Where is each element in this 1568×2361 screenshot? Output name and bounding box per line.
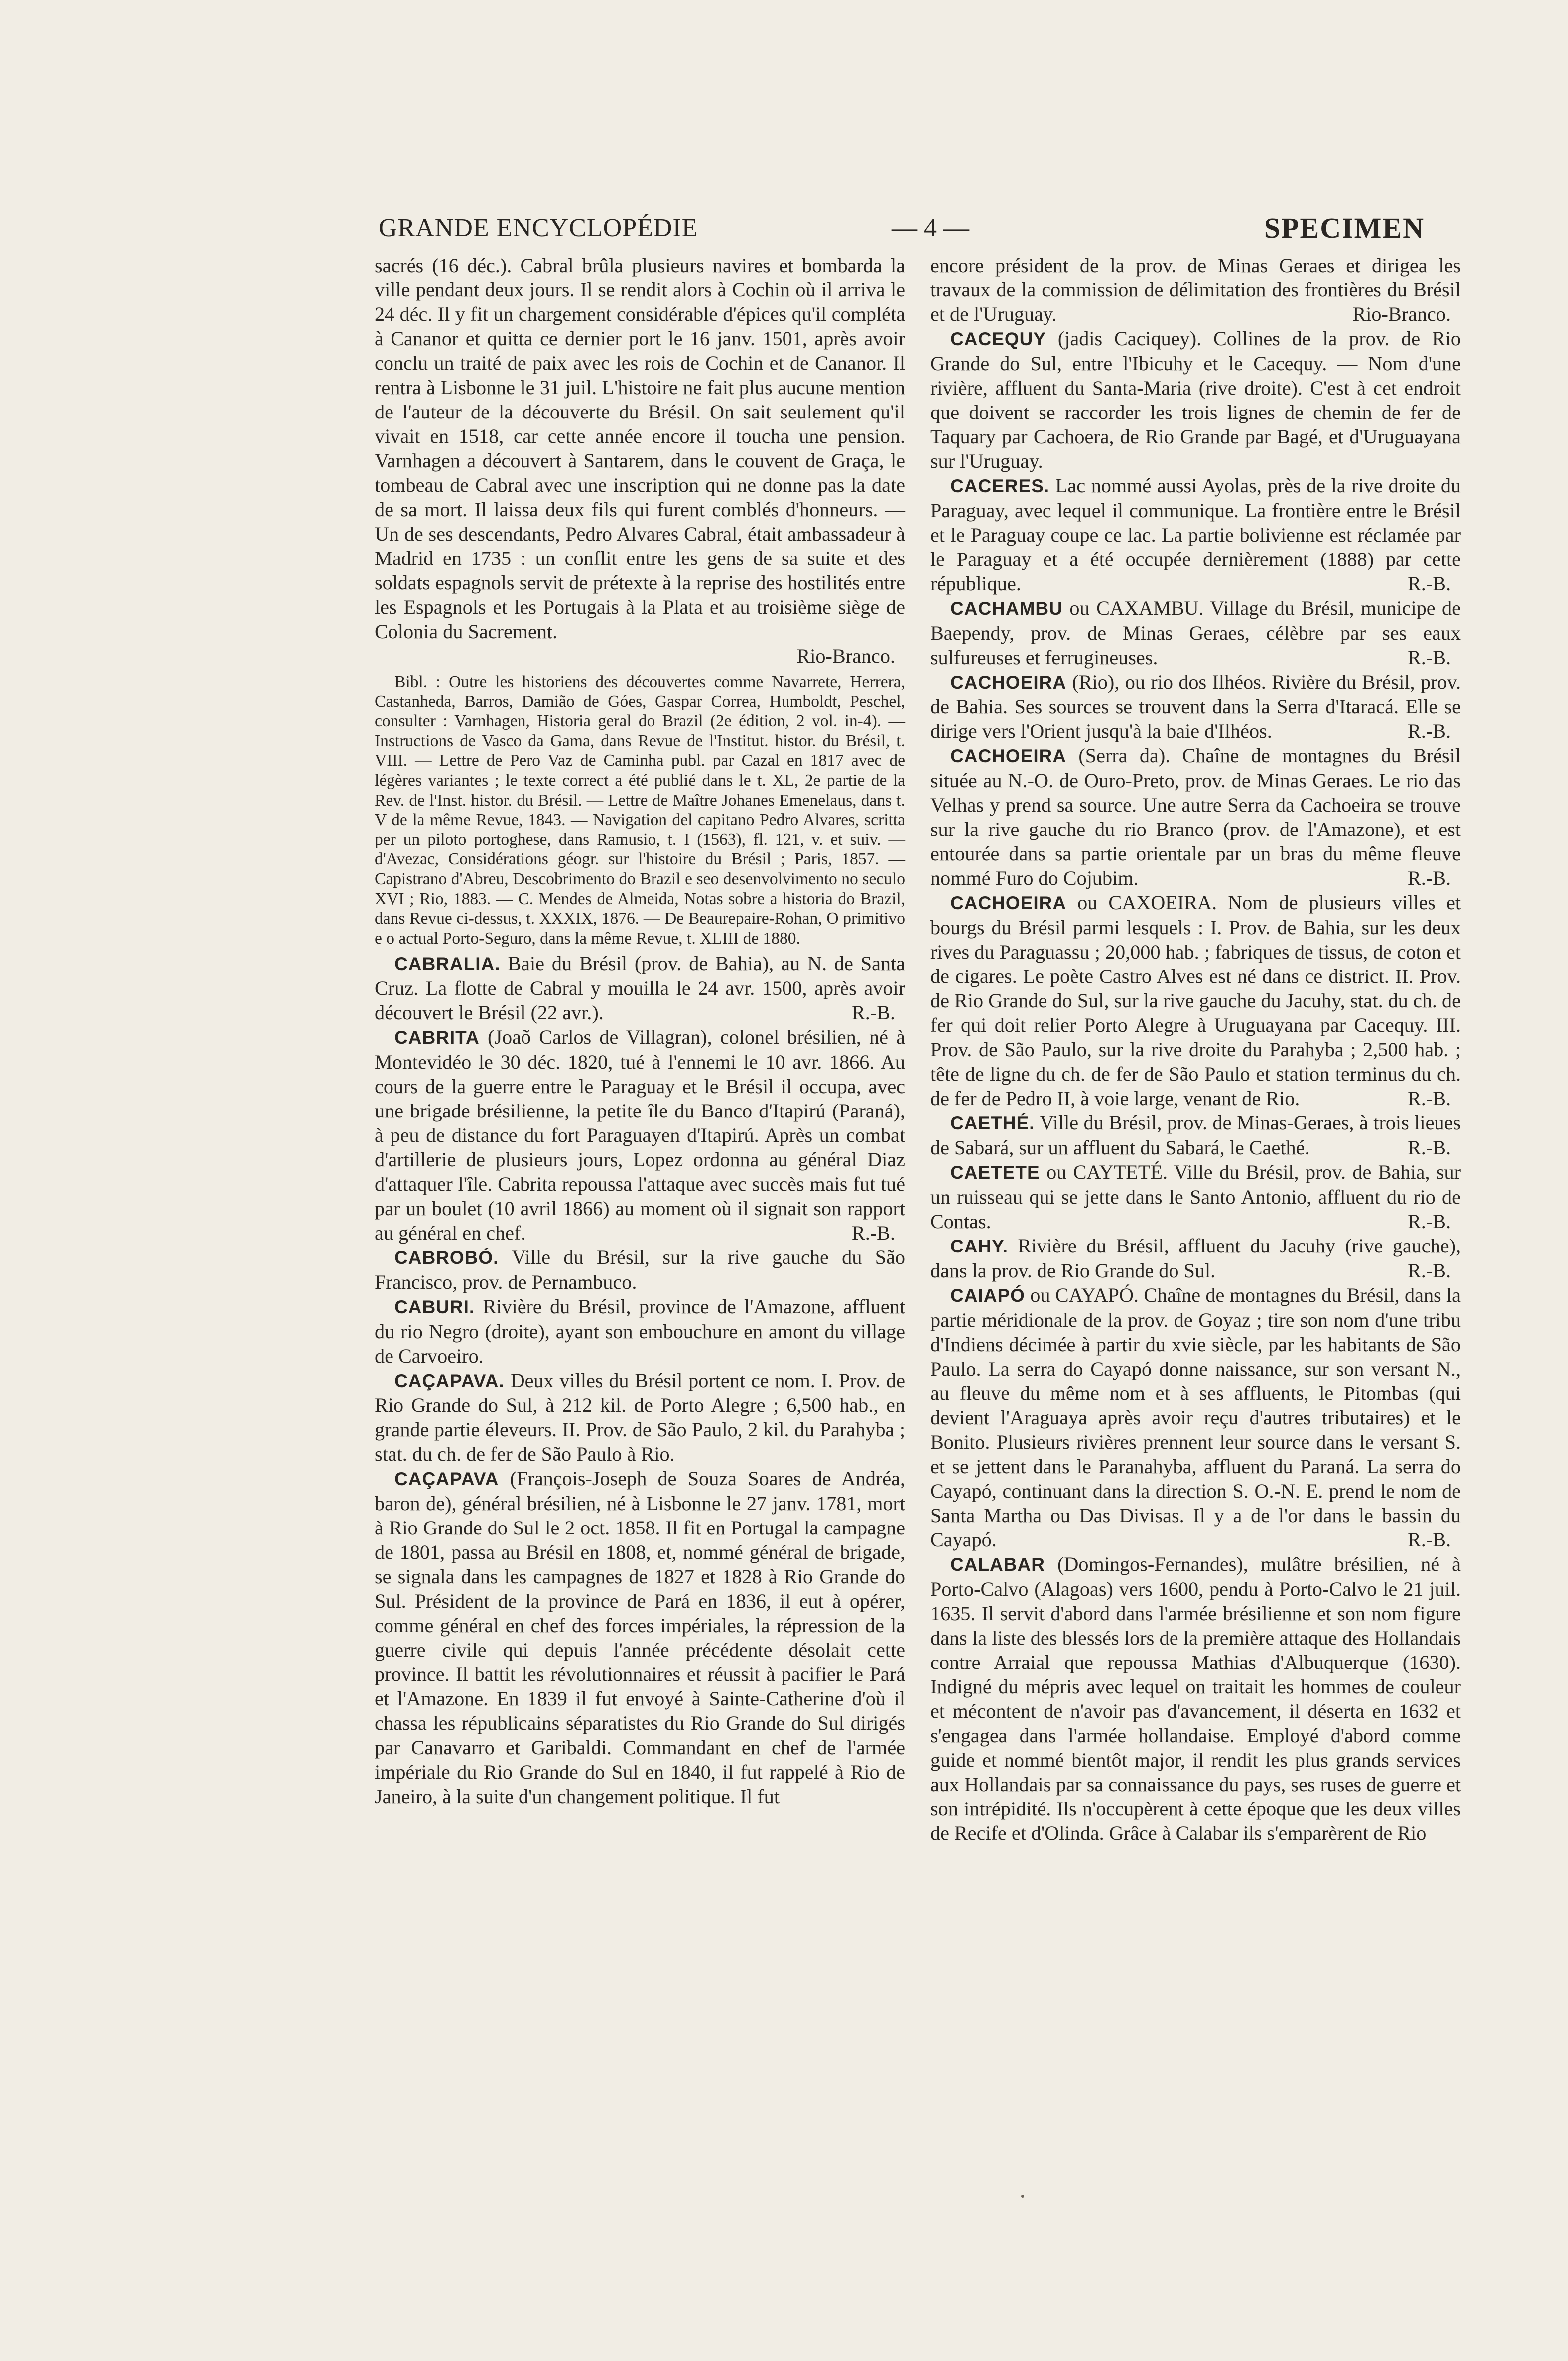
page-header (379, 208, 1425, 248)
entry-cabral-continued (375, 253, 905, 668)
entry-signature: R.-B. (1407, 1087, 1451, 1110)
entry-cachambu (930, 596, 1461, 670)
entry-headword: CACHOEIRA (950, 746, 1067, 766)
entry-cacequy (930, 326, 1461, 473)
entry-text: (Domingos-Fernandes), mulâtre brésilien, né à Porto-Calvo (Alagoas) vers 1600, pendu à Porto-Calvo le 21 juil. 1635. Il servit d'abord dans l'armée brésilienne et son nom figure dans la liste des blessés lors de la première attaque des Hollandais contre Arraial que repoussa Mathias d'Albuquerque (1630). Indigné du mépris avec lequel on traitait les hommes de couleur et mécontent de n'avoir pas d'avancement, il déserta en 1632 et s'engagea dans l'armée hollandaise. Employé d'abord comme guide et nommé bientôt major, il rendit les plus grands services aux Hollandais par sa connaissance du pays, ses ruses de guerre et son intrépidité. Ils n'occupèrent à cette époque que les deux villes de Recife et d'Olinda. Grâce à Calabar ils s'emparèrent de Rio (930, 1553, 1461, 1844)
entry-headword: CACHOEIRA (950, 893, 1067, 913)
entry-text: Rivière du Brésil, affluent du Jacuhy (rive gauche), dans la prov. de Rio Grande do Sul. (930, 1235, 1461, 1282)
entry-headword: CACHAMBU (950, 598, 1063, 619)
entry-text: Lac nommé aussi Ayolas, près de la rive droite du Paraguay, avec lequel il communique. La frontière entre le Brésil et le Paraguay coupe ce lac. La partie bolivienne est réclamée par le Paraguay et a été occupée dernièrement (1888) par cette république. (930, 474, 1461, 595)
entry-cachoeira-rio (930, 670, 1461, 743)
entry-caceres (930, 473, 1461, 596)
entry-cabralia (375, 951, 905, 1025)
entry-caethe (930, 1111, 1461, 1160)
entry-cachoeira-serra (930, 743, 1461, 890)
entry-headword: CABRITA (394, 1027, 480, 1048)
entry-signature: R.-B. (1407, 1528, 1451, 1551)
entry-headword: CAETHÉ. (950, 1113, 1035, 1133)
entry-text: encore président de la prov. de Minas Geraes et dirigea les travaux de la commission de délimitation des frontières du Brésil et de l'Uruguay. (930, 254, 1461, 325)
entry-text: (Joaõ Carlos de Villagran), colonel brésilien, né à Montevidéo le 30 déc. 1820, tué à l'ennemi le 10 avr. 1866. Au cours de la guerre entre le Paraguay et le Brésil il occupa, avec une brigade brésilienne, la petite île du Banco d'Itapirú (Paraná), à peu de distance du fort Paraguayen d'Itapirú. Après un combat d'artillerie de plusieurs jours, Lopez ordonna au général Diaz d'attaquer l'île. Cabrita repoussa l'attaque avec succès mais fut tué par un boulet (10 avril 1866) au moment où il signait son rapport au général en chef. (375, 1026, 906, 1245)
entry-text: ou CAXAMBU. Village du Brésil, municipe de Baependy, prov. de Minas Geraes, célèbre par ses eaux sulfureuses et ferrugineuses. (930, 597, 1461, 669)
entry-signature: Rio-Branco. (1352, 303, 1451, 325)
entry-caburi (375, 1294, 905, 1368)
entry-signature: R.-B. (1407, 1136, 1451, 1159)
entry-signature: R.-B. (1407, 1259, 1451, 1282)
entry-text: (jadis Caciquey). Collines de la prov. de Rio Grande do Sul, entre l'Ibicuhy et le Cacequy. — Nom d'une rivière, affluent du Santa-Maria (rive droite). C'est à cet endroit que doivent se raccorder les trois lignes de chemin de fer de Taquary par Cachoera, de Rio Grande par Bagé, et d'Uruguayana sur l'Uruguay. (930, 327, 1461, 472)
entry-headword: CAÇAPAVA (394, 1469, 499, 1490)
entry-cacapava-towns (375, 1368, 905, 1466)
entry-signature: Rio-Branco. (796, 645, 895, 667)
entry-signature: R.-B. (1407, 867, 1451, 889)
ink-speck (1021, 2195, 1024, 2198)
entry-headword: CABROBÓ. (394, 1248, 499, 1268)
entry-text: ou CAYAPÓ. Chaîne de montagnes du Brésil, dans la partie méridionale de la prov. de Goyaz ; tire son nom d'une tribu d'Indiens décimée à partir du xvie siècle, par les habitants de São Paulo. La serra do Cayapó donne naissance, sur son versant N., au fleuve du même nom et à ses affluents, le Pitombas (qui devient l'Araguaya après avoir reçu d'autres tributaires) et le Bonito. Plusieurs rivières prennent leur source dans le versant S. et se jettent dans le Paranahyba, affluent du Paraná. La serra do Cayapó, continuant dans la direction S. O.-N. E. prend le nom de Santa Martha ou Das Divisas. Il y a de l'or dans le bassin du Cayapó. (930, 1284, 1461, 1551)
entry-text: ou CAXOEIRA. Nom de plusieurs villes et bourgs du Brésil parmi lesquels : I. Prov. de Bahia, sur les deux rives du Paraguassu ; 20,000 hab. ; fabriques de tissus, de coton et de cigares. Le poète Castro Alves est né dans ce district. II. Prov. de Rio Grande do Sul, sur la rive gauche du Jacuhy, stat. du ch. de fer qui doit relier Porto Alegre à Uruguayana par Cacequy. III. Prov. de São Paulo, sur la rive droite du Parahyba ; 2,500 hab. ; tête de ligne du ch. de fer de São Paulo et station terminus du ch. de fer de Pedro II, à voie large, venant de Rio. (930, 891, 1461, 1110)
entry-text: Baie du Brésil (prov. de Bahia), au N. de Santa Cruz. La flotte de Cabral y mouilla le 24 avr. 1500, après avoir découvert le Brésil (22 avr.). (375, 952, 905, 1024)
entry-cabrita (375, 1025, 905, 1245)
entry-headword: CACEQUY (950, 329, 1046, 349)
entry-caetete (930, 1160, 1461, 1234)
specimen-label: SPECIMEN (1264, 212, 1425, 244)
entry-signature: R.-B. (1407, 720, 1451, 742)
entry-cacapava-continued (930, 253, 1461, 326)
entry-headword: CABRALIA. (394, 954, 501, 974)
entry-calabar (930, 1552, 1461, 1845)
entry-signature: R.-B. (1407, 646, 1451, 669)
entry-text: Deux villes du Brésil portent ce nom. I. Prov. de Rio Grande do Sul, à 212 kil. de Porto Alegre ; 6,500 hab., en grande partie éleveurs. II. Prov. de São Paulo, 2 kil. du Parahyba ; stat. du ch. de fer de São Paulo à Rio. (375, 1369, 905, 1466)
entry-headword: CALABAR (950, 1554, 1045, 1575)
entry-headword: CACHOEIRA (950, 672, 1067, 693)
entry-headword: CACERES. (950, 476, 1050, 496)
entry-text: Ville du Brésil, sur la rive gauche du São Francisco, prov. de Pernambuco. (375, 1246, 905, 1294)
entry-headword: CAHY. (950, 1236, 1009, 1256)
entry-text: sacrés (16 déc.). Cabral brûla plusieurs navires et bombarda la ville pendant deux jours. Il se rendit alors à Cochin où il arriva le 24 déc. Il y fit un chargement considérable d'épices qu'il compléta à Cananor et quitta ce dernier port le 16 janv. 1501, après avoir conclu un traité de paix avec les rois de Cochin et de Cananor. Il rentra à Lisbonne le 31 juil. L'histoire ne fait plus aucune mention de l'auteur de la découverte du Brésil. On sait seulement qu'il vivait en 1518, car cette année encore il toucha une pension. Varnhagen a découvert à Santarem, dans le couvent de Graça, le tombeau de Cabral avec une inscription qui ne donne pas la date de sa mort. Il laissa deux fils qui furent comblés d'honneurs. — Un de ses descendants, Pedro Alvares Cabral, était ambassadeur à Madrid en 1735 : un conflit entre les gens de sa suite et des soldats espagnols servit de prétexte à la reprise des hostilités entre les Espagnols et les Portugais à la Plata et au troisième siège de Colonia du Sacrement. (375, 254, 905, 643)
entry-text: Rivière du Brésil, province de l'Amazone, affluent du rio Negro (droite), ayant son embouchure en amont du village de Carvoeiro. (375, 1295, 906, 1368)
entry-headword: CAETETE (950, 1162, 1040, 1183)
running-title: GRANDE ENCYCLOPÉDIE (379, 214, 698, 242)
entry-cachoeira-towns (930, 890, 1461, 1111)
entry-cabrobo (375, 1245, 905, 1294)
entry-signature: R.-B. (851, 1222, 895, 1245)
entry-text: ou CAYTETÉ. Ville du Brésil, prov. de Bahia, sur un ruisseau qui se jette dans le Santo Antonio, affluent du rio de Contas. (930, 1161, 1461, 1233)
right-column (930, 253, 1461, 1845)
entry-text: (Serra da). Chaîne de montagnes du Brésil située au N.-O. de Ouro-Preto, prov. de Minas Geraes. Le rio das Velhas y prend sa source. Une autre Serra da Cachoeira se trouve sur la rive gauche du rio Branco (prov. de l'Amazone), et est entourée dans sa partie orientale par un bras du même fleuve nommé Furo do Cojubim. (930, 744, 1461, 889)
entry-signature: R.-B. (1407, 572, 1451, 595)
entry-cacapava-baron (375, 1466, 905, 1808)
entry-headword: CABURI. (394, 1297, 475, 1318)
entry-text: Ville du Brésil, prov. de Minas-Geraes, à trois lieues de Sabará, sur un affluent du Sabará, le Caethé. (930, 1111, 1461, 1159)
left-column (375, 253, 905, 1808)
entry-cahy (930, 1234, 1461, 1283)
entry-text: (François-Joseph de Souza Soares de Andréa, baron de), général brésilien, né à Lisbonne le 27 janv. 1781, mort à Rio Grande do Sul le 2 oct. 1858. Il fit en Portugal la campagne de 1801, passa au Brésil en 1808, et, nommé général de brigade, se signala dans les campagnes de 1827 et 1828 à Rio Grande do Sul. Président de la province de Pará en 1836, il eut à opérer, comme général en chef des forces impériales, la répression de la guerre civile qui depuis l'année précédente désolait cette province. Il battit les révolutionnaires et réussit à pacifier le Pará et l'Amazone. En 1839 il fut envoyé à Sainte-Catherine d'où il chassa les républicains séparatistes du Rio Grande do Sul dirigés par Canavarro et Garibaldi. Commandant en chef de l'armée impériale du Rio Grande do Sul en 1840, il fut rappelé à Rio de Janeiro, à la suite d'un changement politique. Il fut (375, 1467, 905, 1808)
bibliography: Bibl. : Outre les historiens des découvertes comme Navarrete, Herrera, Castanheda, Barros, Damião de Góes, Gaspar Correa, Humboldt, Peschel, consulter : Varnhagen, Historia geral do Brazil (2e édition, 2 vol. in-4). — Instructions de Vasco da Gama, dans Revue de l'Institut. histor. du Brésil, t. VIII. — Lettre de Pero Vaz de Caminha publ. par Cazal en 1817 avec de légères variantes ; le texte correct a été publié dans le t. XL, 2e partie de la Rev. de l'Inst. histor. du Brésil. — Lettre de Maître Johanes Emenelaus, dans t. V de la même Revue, 1843. — Navigation del capitano Pedro Alvares, scritta per un piloto portoghese, dans Ramusio, t. I (1563), fl. 121, v. et suiv. — d'Avezac, Considérations géogr. sur l'histoire du Brésil ; Paris, 1857. — Capistrano d'Abreu, Descobrimento do Brazil e seo desenvolvimento no seculo XVI ; Rio, 1883. — C. Mendes de Almeida, Notas sobre a historia do Brazil, dans Revue ci-dessus, t. XXXIX, 1876. — De Beaurepaire-Rohan, O primitivo e o actual Porto-Seguro, dans la même Revue, t. XLIII de 1880. (375, 673, 905, 948)
entry-headword: CAIAPÓ (950, 1285, 1025, 1306)
entry-signature: R.-B. (851, 1001, 895, 1024)
entry-signature: R.-B. (1407, 1210, 1451, 1233)
page-number: — 4 — (892, 214, 969, 242)
entry-text: (Rio), ou rio dos Ilhéos. Rivière du Brésil, prov. de Bahia. Ses sources se trouvent dans la Serra d'Itaracá. Elle se dirige vers l'Orient jusqu'à la baie d'Ilhéos. (930, 671, 1461, 742)
entry-caiapo (930, 1283, 1461, 1552)
entry-headword: CAÇAPAVA. (394, 1371, 505, 1391)
